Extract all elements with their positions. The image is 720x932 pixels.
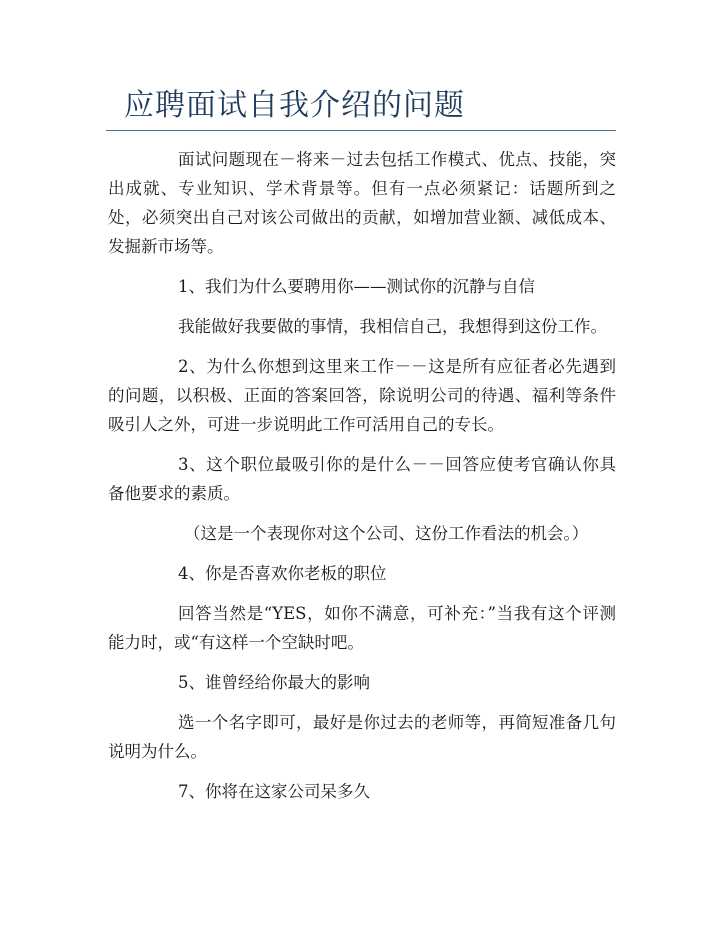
question-3-paragraph: 3、这个职位最吸引你的是什么－－回答应使考官确认你具备他要求的素质。 (108, 455, 616, 503)
question-5-heading: 5、谁曾经给你最大的影响 (178, 673, 370, 692)
answer-1-paragraph: 我能做好我要做的事情，我相信自己，我想得到这份工作。 (178, 317, 607, 336)
title-block (106, 84, 616, 131)
document-title: 应聘面试自我介绍的问题 (124, 88, 465, 123)
question-1-heading: 1、我们为什么要聘用你——测试你的沉静与自信 (178, 277, 535, 296)
question-2-paragraph: 2、为什么你想到这里来工作－－这是所有应征者必先遇到的问题，以积极、正面的答案回答，除说明公司的待遇、福利等条件吸引人之外，可进一步说明此工作可活用自己的专长。 (108, 357, 616, 434)
question-7-heading: 7、你将在这家公司呆多久 (178, 782, 370, 801)
parenthetical-note: （这是一个表现你对这个公司、这份工作看法的机会。） (184, 524, 589, 543)
intro-paragraph: 面试问题现在－将来－过去包括工作模式、优点、技能，突出成就、专业知识、学术背景等。但有一点必须紧记：话题所到之处，必须突出自己对该公司做出的贡献，如增加营业额、减低成本、发掘新市场等。 (108, 150, 616, 256)
question-4-heading: 4、你是否喜欢你老板的职位 (178, 564, 387, 583)
answer-5-paragraph: 选一个名字即可，最好是你过去的老师等，再简短准备几句说明为什么。 (108, 713, 616, 761)
document-body (108, 145, 616, 817)
answer-4-paragraph: 回答当然是“YES，如你不满意，可补充：”当我有这个评测能力时，或“有这样一个空缺时吧。 (108, 604, 616, 652)
